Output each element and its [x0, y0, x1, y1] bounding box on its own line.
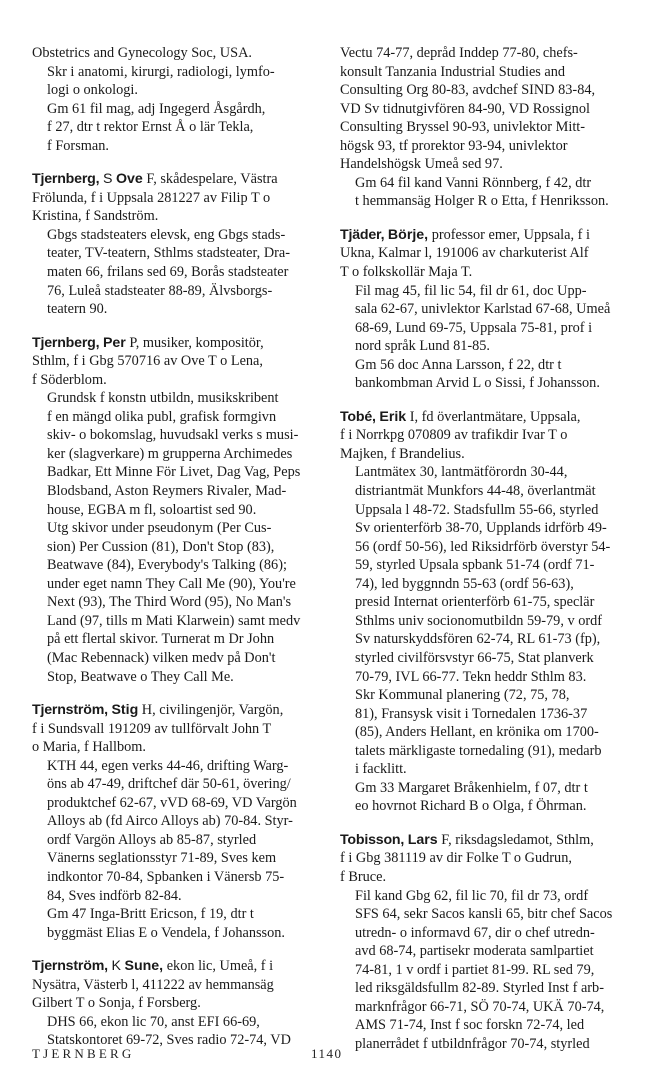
entry-surname: Tjäder,: [340, 226, 385, 243]
text-line: Vectu 74-77, depråd Inddep 77-80, chefs-: [340, 45, 578, 61]
text-line: på ett flertal skivor. Turnerat m Dr John: [47, 631, 275, 648]
text-line: Frölunda, f i Uppsala 281227 av Filip T o: [32, 189, 271, 206]
entry-heading: [32, 334, 332, 390]
text-line: Alloys ab (fd Airco Alloys ab) 70-84. Styr-: [47, 813, 293, 830]
text-line: ordf Vargön Alloys ab 85-87, styrled: [47, 831, 257, 848]
text-line: Fil mag 45, fil lic 54, fil dr 61, doc Upp-: [355, 282, 587, 299]
text-line: Beatwave (84), Everybody's Talking (86);: [47, 557, 287, 574]
entry-called-name: Erik: [379, 408, 407, 425]
text-line: T o folkskollär Maja T.: [340, 264, 473, 281]
biography-entry: [340, 831, 640, 1054]
paragraph: [340, 686, 640, 779]
text-line: 84, Sves indförb 82-84.: [47, 887, 182, 904]
text-line: sion) Per Cussion (81), Don't Stop (83),: [47, 538, 275, 555]
text-line: house, EGBA m fl, soloartist sed 90.: [47, 501, 257, 518]
entry-surname: Tobé,: [340, 408, 376, 425]
entry-surname: Tjernberg,: [32, 171, 100, 188]
text-line: öns ab 47-49, driftchef där 50-61, övering/: [47, 776, 291, 793]
entry-surname: Tjernström,: [32, 702, 108, 719]
paragraph: [32, 100, 332, 156]
text-line: Vänerns seglationsstyr 71-89, Sves kem: [47, 850, 277, 867]
text-line: f i Norrkpg 070809 av trafikdir Ivar T o: [340, 427, 568, 444]
text-line: Obstetrics and Gynecology Soc, USA.: [32, 45, 252, 61]
entry-surname: Tobisson,: [340, 831, 405, 848]
text-line: marknfrågor 66-71, SÖ 70-74, UKÄ 70-74,: [355, 998, 605, 1015]
paragraph: [32, 905, 332, 942]
text-line: Gm 56 doc Anna Larsson, f 22, dtr t: [355, 356, 562, 373]
entry-heading: [340, 831, 640, 887]
text-line: talets märkligaste tornedaling (91), medarb: [355, 742, 602, 759]
text-line: Majken, f Brandelius.: [340, 445, 465, 462]
text-line: logi o onkologi.: [47, 82, 138, 99]
entry-called-name: Lars: [407, 831, 438, 848]
text-line: 56 (ordf 50-56), led Riksidrförb överstyr 54-: [355, 538, 611, 555]
entry-given-name: S: [102, 171, 113, 188]
text-line: VD Sv tidnutgivfören 84-90, VD Rossignol: [340, 100, 590, 117]
text-line: produktchef 62-67, vVD 68-69, VD Vargön: [47, 794, 297, 811]
text-line: indkontor 70-84, Spbanken i Vänersb 75-: [47, 868, 285, 885]
paragraph: [340, 44, 640, 174]
text-line: 76, Luleå stadsteater 88-89, Älvsborgs-: [47, 282, 273, 299]
text-line: f Bruce.: [340, 868, 387, 885]
text-line: Consulting Org 80-83, avdchef SIND 83-84,: [340, 82, 596, 99]
right-column: [340, 44, 640, 1053]
paragraph: [32, 44, 332, 63]
paragraph: [32, 389, 332, 519]
text-line: styrled civilförsvstyr 66-75, Stat planverk: [355, 649, 594, 666]
text-line: Next (93), The Third Word (95), No Man's: [47, 594, 292, 611]
text-line: nord språk Lund 81-85.: [355, 338, 491, 355]
text-line: DHS 66, ekon lic 70, anst EFI 66-69,: [47, 1013, 260, 1030]
continued-entry: [32, 44, 332, 155]
paragraph: [340, 779, 640, 816]
continued-entry: [340, 44, 640, 211]
entry-heading-rest: I, fd överlantmätare, Uppsala,: [406, 408, 581, 425]
entry-heading: [340, 226, 640, 282]
text-line: teater, TV-teatern, Sthlms stadsteater, Dra-: [47, 245, 291, 262]
entry-heading-first-line: [32, 957, 332, 976]
entry-called-name: Sune,: [124, 958, 164, 975]
paragraph: [340, 887, 640, 1054]
text-line: 68-69, Lund 69-75, Uppsala 75-81, prof i: [355, 319, 593, 336]
text-line: f i Sundsvall 191209 av tullförvalt John T: [32, 720, 272, 737]
entry-called-name: Börje,: [387, 226, 429, 243]
page-number: 1140: [311, 1046, 343, 1061]
text-line: Kristina, f Sandström.: [32, 208, 159, 225]
text-line: Gilbert T o Sonja, f Forsberg.: [32, 995, 201, 1012]
text-line: planerrådet f utbildnfrågor 70-74, styrled: [355, 1035, 590, 1052]
text-line: Blodsband, Aston Reymers Rivaler, Mad-: [47, 483, 287, 500]
text-line: led riksgäldsfullm 82-89. Styrled Inst f arb-: [355, 980, 604, 997]
text-line: teatern 90.: [47, 301, 108, 318]
text-line: i facklitt.: [355, 761, 407, 778]
text-line: Ukna, Kalmar l, 191006 av charkuterist Alf: [340, 245, 589, 262]
text-line: f 27, dtr t rektor Ernst Å o lär Tekla,: [47, 119, 254, 136]
text-line: maten 66, frilans sed 69, Borås stadsteater: [47, 264, 289, 281]
text-line: (85), Anders Hellant, en krönika om 1700-: [355, 724, 599, 741]
paragraph: [340, 282, 640, 356]
entry-given-name: K: [111, 958, 121, 975]
entry-heading-first-line: [340, 408, 640, 427]
text-line: Gm 64 fil kand Vanni Rönnberg, f 42, dtr: [355, 174, 592, 191]
text-line: Grundsk f konstn utbildn, musikskribent: [47, 390, 279, 407]
text-line: f i Gbg 381119 av dir Folke T o Gudrun,: [340, 850, 572, 867]
paragraph: [32, 226, 332, 319]
entry-heading-rest: F, riksdagsledamot, Sthlm,: [437, 831, 594, 848]
text-line: Gm 47 Inga-Britt Ericson, f 19, dtr t: [47, 906, 254, 923]
text-line: KTH 44, egen verks 44-46, drifting Warg-: [47, 757, 289, 774]
paragraph: [32, 63, 332, 100]
text-line: Gm 33 Margaret Bråkenhielm, f 07, dtr t: [355, 779, 588, 796]
entry-heading: [32, 170, 332, 226]
text-line: f Söderblom.: [32, 371, 107, 388]
text-line: SFS 64, sekr Sacos kansli 65, bitr chef Sacos: [355, 906, 613, 923]
text-line: under eget namn They Call Me (90), You're: [47, 575, 296, 592]
text-line: Sv orienterförb 38-70, Upplands idrförb 49-: [355, 520, 607, 537]
text-line: Uppsala l 48-72. Stadsfullm 55-66, styrled: [355, 501, 599, 518]
text-line: 70-79, IVL 66-77. Tekn heddr Sthlm 83.: [355, 668, 587, 685]
text-line: AMS 71-74, Inst f soc forskn 72-74, led: [355, 1017, 585, 1034]
entry-called-name: Ove: [116, 171, 143, 188]
text-line: Stop, Beatwave o They Call Me.: [47, 668, 234, 685]
biography-entry: [32, 170, 332, 318]
entry-heading-first-line: [340, 831, 640, 850]
text-line: avd 68-74, partisekr moderata samlpartiet: [355, 943, 594, 960]
entry-heading-first-line: [32, 701, 332, 720]
entry-heading: [340, 408, 640, 464]
entry-heading-first-line: [32, 334, 332, 353]
text-line: skiv- o bokomslag, huvudsakl verks s musi-: [47, 427, 299, 444]
text-line: Nysätra, Västerb l, 411222 av hemmansäg: [32, 976, 274, 993]
biography-entry: [340, 408, 640, 816]
paragraph: [32, 757, 332, 905]
text-line: Gbgs stadsteaters elevsk, eng Gbgs stads-: [47, 226, 286, 243]
text-line: eo hovrnot Richard B o Olga, f Öhrman.: [355, 798, 587, 815]
text-line: Skr i anatomi, kirurgi, radiologi, lymfo-: [47, 63, 275, 80]
entry-called-name: Stig: [111, 702, 139, 719]
text-line: Consulting Bryssel 90-93, univlektor Mitt-: [340, 119, 586, 136]
text-line: bankombman Arvid L o Sissi, f Johansson.: [355, 375, 600, 392]
text-line: Sthlms univ socionomutbildn 59-79, v ordf: [355, 612, 603, 629]
text-line: 59, styrled Upsala spbank 51-74 (ordf 71-: [355, 557, 595, 574]
biography-entry: [340, 226, 640, 393]
text-line: 74-81, 1 v ordf i partiet 81-99. RL sed 79,: [355, 961, 595, 978]
entry-called-name: Per: [102, 334, 126, 351]
entry-heading-rest: F, skådespelare, Västra: [142, 171, 278, 188]
text-line: utredn- o informavd 67, dir o chef utredn-: [355, 924, 595, 941]
entry-heading-rest: ekon lic, Umeå, f i: [163, 958, 274, 975]
entry-heading-rest: H, civilingenjör, Vargön,: [138, 702, 284, 719]
text-line: 81), Fransysk visit i Tornedalen 1736-37: [355, 705, 588, 722]
text-line: presid Internat orienterförb 61-75, speclär: [355, 594, 595, 611]
text-line: ker (slagverkare) m grupperna Archimedes: [47, 445, 293, 462]
text-line: Sv naturskyddsfören 62-74, RL 61-73 (fp),: [355, 631, 601, 648]
text-line: Gm 61 fil mag, adj Ingegerd Åsgårdh,: [47, 100, 266, 117]
biography-entry: [32, 957, 332, 1050]
text-line: Badkar, Ett Minne För Livet, Dag Vag, Peps: [47, 464, 301, 481]
entry-heading: [32, 701, 332, 757]
text-line: byggmäst Elias E o Vendela, f Johansson.: [47, 924, 285, 941]
running-head: TJERNBERG: [32, 1046, 135, 1061]
text-line: f Forsman.: [47, 137, 109, 154]
entry-surname: Tjernström,: [32, 958, 108, 975]
left-column: [32, 44, 332, 1050]
entry-heading: [32, 957, 332, 1013]
text-line: (Mac Rebennack) vilken medv på Don't: [47, 649, 276, 666]
text-line: 74), led byggnndn 55-63 (ordf 56-63),: [355, 575, 574, 592]
text-line: t hemmansäg Holger R o Etta, f Henriksson.: [355, 193, 609, 210]
entry-heading-first-line: [340, 226, 640, 245]
biography-entry: [32, 701, 332, 942]
biography-entry: [32, 334, 332, 686]
text-line: o Maria, f Hallbom.: [32, 739, 146, 756]
paragraph: [32, 1013, 332, 1050]
entry-heading-first-line: [32, 170, 332, 189]
paragraph: [32, 519, 332, 686]
entry-surname: Tjernberg,: [32, 334, 100, 351]
text-line: f en mängd olika publ, grafisk formgivn: [47, 408, 277, 425]
text-line: Handelshögsk Umeå sed 97.: [340, 156, 503, 173]
text-line: Lantmätex 30, lantmätförordn 30-44,: [355, 464, 568, 481]
text-line: distriantmät Munkfors 44-48, överlantmät: [355, 483, 596, 500]
text-line: sala 62-67, univlektor Karlstad 67-68, Umeå: [355, 301, 611, 318]
text-line: Fil kand Gbg 62, fil lic 70, fil dr 73, ordf: [355, 887, 589, 904]
text-line: Skr Kommunal planering (72, 75, 78,: [355, 687, 570, 704]
text-line: Land (97, tills m Mati Klarwein) samt medv: [47, 612, 301, 629]
text-line: Sthlm, f i Gbg 570716 av Ove T o Lena,: [32, 353, 263, 370]
paragraph: [340, 174, 640, 211]
text-line: Utg skivor under pseudonym (Per Cus-: [47, 520, 272, 537]
text-line: Statskontoret 69-72, Sves radio 72-74, VD: [47, 1032, 291, 1049]
entry-heading-rest: P, musiker, kompositör,: [125, 334, 264, 351]
text-line: konsult Tanzania Industrial Studies and: [340, 63, 566, 80]
paragraph: [340, 356, 640, 393]
paragraph: [340, 463, 640, 686]
text-line: högsk 93, tf prorektor 93-94, univlektor: [340, 137, 568, 154]
entry-heading-rest: professor emer, Uppsala, f i: [428, 226, 590, 243]
